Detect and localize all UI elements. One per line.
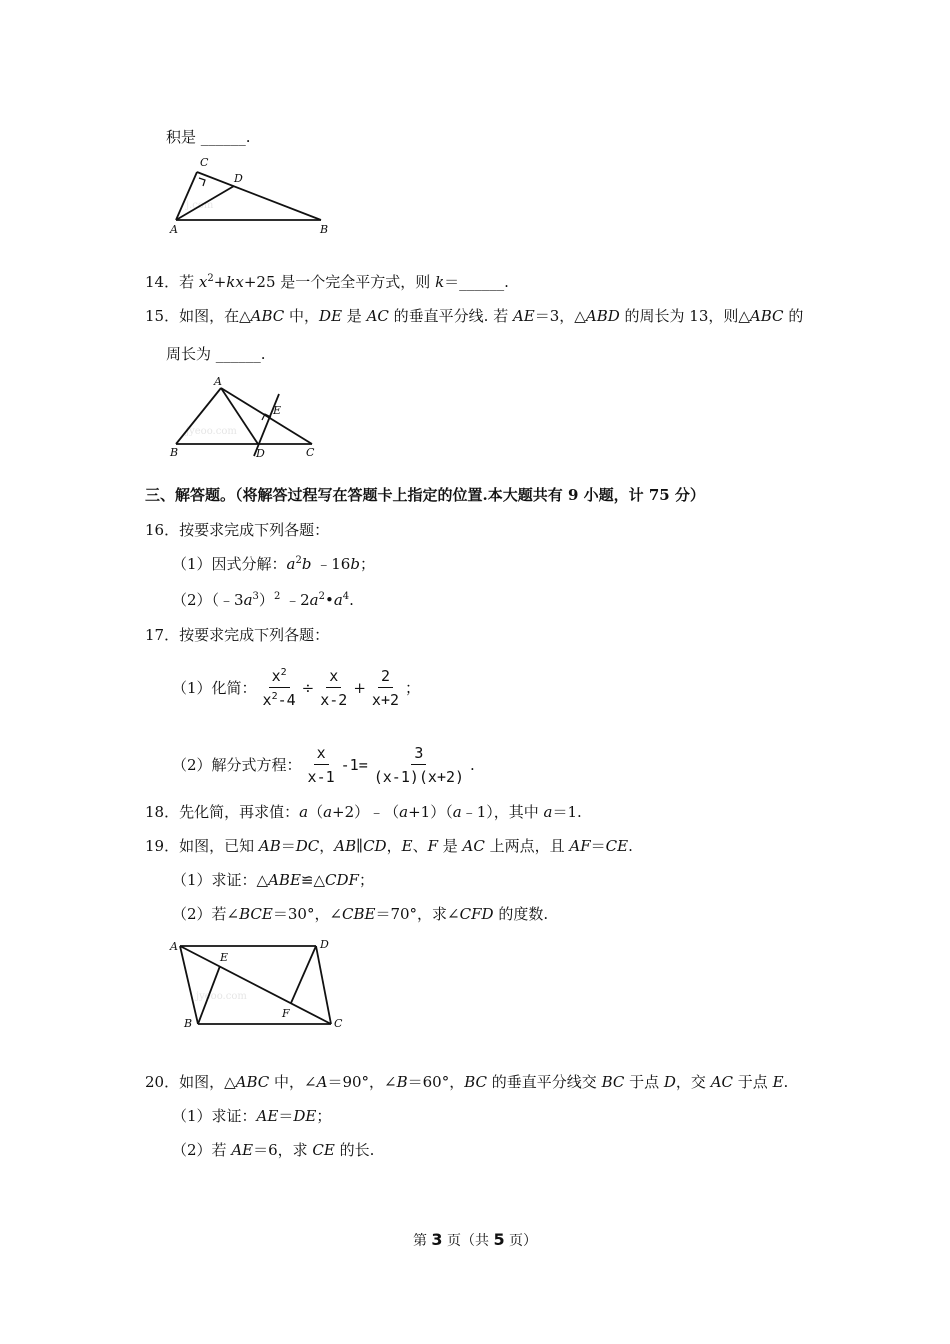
label-d: D bbox=[256, 447, 265, 460]
question-19-part1: （1）求证：△ABE≌△CDF； bbox=[172, 871, 374, 889]
question-20-part2: （2）若 AE＝6，求 CE 的长. bbox=[172, 1141, 375, 1159]
question-17-part2: （2）解分式方程： $\frac{x}{x-1}$ -1= $\frac{3}{(x-1)(x+2)}$ . bbox=[172, 744, 475, 786]
fraction-2: $\frac{x}{x-2}$ bbox=[320, 667, 348, 709]
label-b: B bbox=[184, 1017, 193, 1030]
section-3-header: 三、解答题。（将解答过程写在答题卡上指定的位置.本大题共有 9 小题，计 75 分） bbox=[145, 486, 705, 504]
question-18: 18．先化简，再求值：a（a+2）﹣（a+1）（a﹣1），其中 a＝1. bbox=[145, 803, 582, 821]
label-d: D bbox=[234, 172, 243, 185]
fraction-1: $\frac{x^2}{x^2-4}$ bbox=[262, 667, 296, 709]
right-angle-mark bbox=[199, 178, 205, 186]
label-a: A bbox=[170, 940, 178, 953]
question-16-part1: （1）因式分解：$a^2b$ ﹣16b； bbox=[172, 555, 375, 573]
question-14: 14．若 $x^2+kx+25$ 是一个完全平方式，则 k＝______. bbox=[145, 273, 509, 291]
segment-fd bbox=[291, 946, 316, 1003]
page-footer: 第 3 页（共 5 页） bbox=[412, 1230, 538, 1249]
fraction-1: $\frac{x}{x-1}$ bbox=[307, 744, 335, 786]
label-d: D bbox=[320, 938, 329, 951]
watermark: j.com bbox=[186, 200, 214, 211]
label-b: B bbox=[170, 446, 179, 459]
label-c: C bbox=[334, 1017, 343, 1030]
question-19: 19．如图，已知 AB＝DC，AB∥CD，E、F 是 AC 上两点，且 AF＝CE. bbox=[145, 837, 633, 855]
segment-dc bbox=[316, 946, 331, 1024]
question-20-part1: （1）求证：AE＝DE； bbox=[172, 1107, 332, 1125]
watermark: jyeoo.com bbox=[186, 426, 237, 437]
label-a: A bbox=[170, 223, 178, 236]
label-e: E bbox=[273, 404, 282, 417]
label-b: B bbox=[320, 223, 329, 236]
label-a: A bbox=[214, 375, 222, 388]
question-16: 16．按要求完成下列各题： bbox=[145, 521, 330, 539]
question-17-part1: （1）化简： $\frac{x^2}{x^2-4}$ ÷ $\frac{x}{x-2}$ + $\frac{2}{x+2}$ ； bbox=[172, 667, 421, 709]
label-c: C bbox=[306, 446, 315, 459]
question-20: 20．如图，△ABC 中，∠A＝90°，∠B＝60°，BC 的垂直平分线交 BC 于点 D，交 AC 于点 E. bbox=[145, 1073, 789, 1091]
figure-q13 bbox=[166, 158, 336, 238]
question-17: 17．按要求完成下列各题： bbox=[145, 626, 330, 644]
segment-ab bbox=[180, 946, 198, 1024]
question-15-line2: 周长为 ______. bbox=[166, 345, 266, 363]
figure-q15 bbox=[166, 374, 336, 464]
question-15-line1: 15．如图，在△ABC 中，DE 是 AC 的垂直平分线. 若 AE＝3，△ABD 的周长为 13，则△ABC 的 bbox=[145, 307, 804, 325]
fraction-3: $\frac{2}{x+2}$ bbox=[371, 667, 400, 709]
watermark: jyeoo.com bbox=[196, 991, 247, 1002]
fraction-2: $\frac{3}{(x-1)(x+2)}$ bbox=[373, 744, 465, 786]
label-e: E bbox=[220, 951, 229, 964]
q13-tail: 积是 ______. bbox=[166, 128, 251, 146]
figure-q19 bbox=[166, 934, 356, 1034]
segment-ac bbox=[176, 172, 197, 220]
segment-ad bbox=[176, 186, 234, 220]
label-f: F bbox=[282, 1007, 290, 1020]
question-16-part2: $(2)(﹣3a^3)^2$ $﹣2a^2•a^4$. bbox=[172, 591, 354, 609]
label-c: C bbox=[200, 158, 209, 169]
question-19-part2: （2）若∠BCE＝30°，∠CBE＝70°，求∠CFD 的度数. bbox=[172, 905, 549, 923]
